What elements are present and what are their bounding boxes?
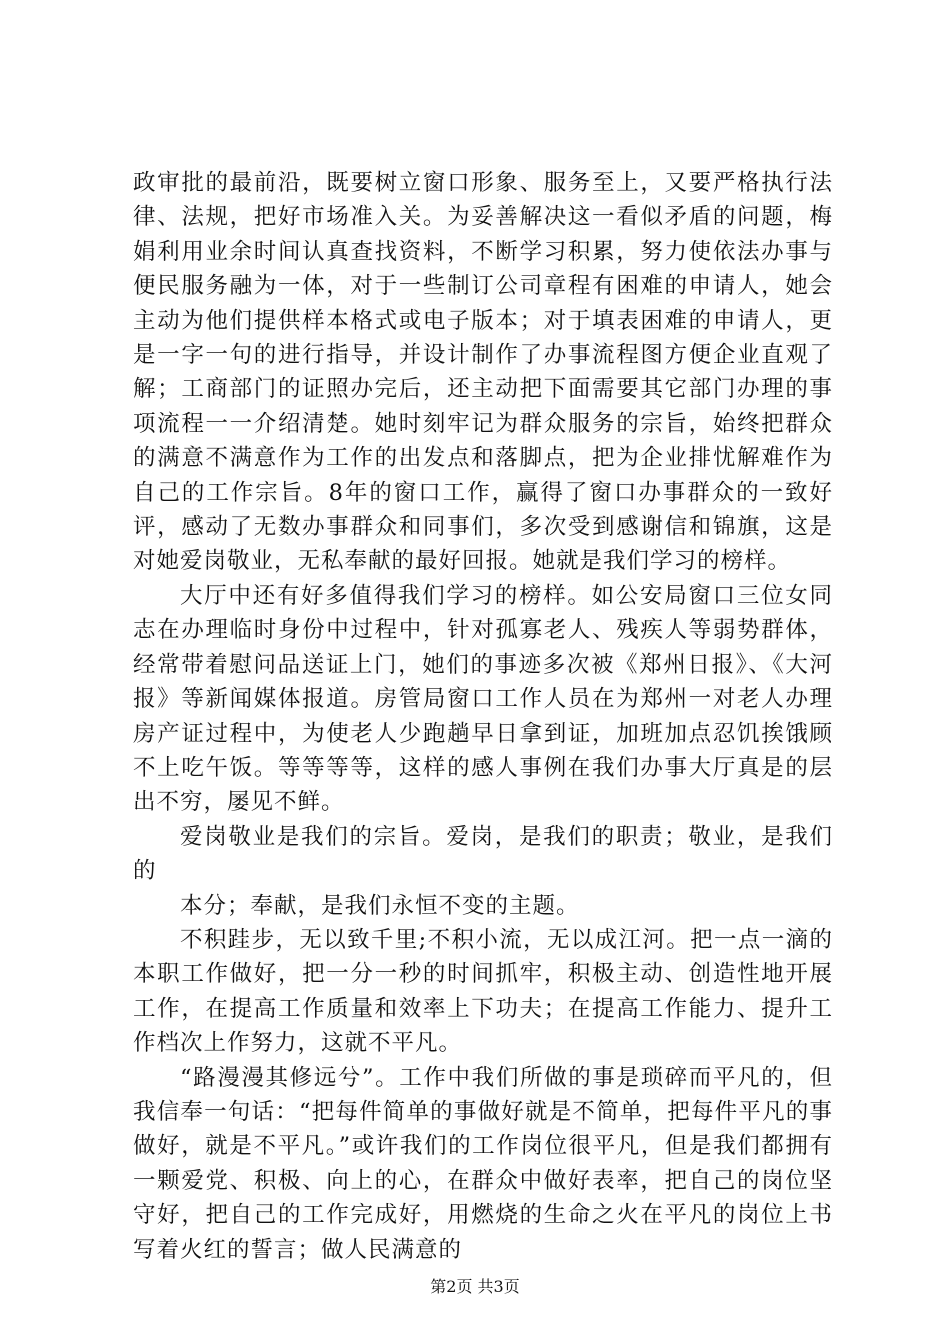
paragraph-long-road: “路漫漫其修远兮”。工作中我们所做的事是琐碎而平凡的，但我信奉一句话：“把每件简单的事做好就是不简单，把每件平凡的事做好，就是不平凡。”或许我们的工作岗位很平凡，但是我们都拥有一颗爱党、积极、向上的心，在群众中做好表率，把自己的岗位坚守好，把自己的工作完成好，用燃烧的生命之火在平凡的岗位上书写着火红的誓言；做人民满意的	[133, 1064, 833, 1263]
paragraph-continuation: 政审批的最前沿，既要树立窗口形象、服务至上，又要严格执行法律、法规，把好市场准入关。为妥善解决这一看似矛盾的问题，梅娟利用业余时间认真查找资料，不断学习积累，努力使依法办事与便民服务融为一体，对于一些制订公司章程有困难的申请人，她会主动为他们提供样本格式或电子版本；对于填表困难的申请人，更是一字一句的进行指导，并设计制作了办事流程图方便企业直观了解；工商部门的证照办完后，还主动把下面需要其它部门办理的事项流程一一介绍清楚。她时刻牢记为群众服务的宗旨，始终把群众的满意不满意作为工作的出发点和落脚点，把为企业排忧解难作为自己的工作宗旨。8年的窗口工作，赢得了窗口办事群众的一致好评，感动了无数办事群众和同事们，多次受到感谢信和锦旗，这是对她爱岗敬业，无私奉献的最好回报。她就是我们学习的榜样。	[133, 170, 833, 575]
paragraph-small-steps: 不积跬步，无以致千里;不积小流，无以成江河。把一点一滴的本职工作做好，把一分一秒的时间抓牢，积极主动、创造性地开展工作，在提高工作质量和效率上下功夫；在提高工作能力、提升工作档次上作努力，这就不平凡。	[133, 926, 833, 1057]
document-body	[133, 166, 833, 1267]
page-number-footer: 第2页 共3页	[430, 1277, 520, 1296]
paragraph-dedication: 爱岗敬业是我们的宗旨。爱岗，是我们的职责；敬业，是我们的	[133, 823, 833, 885]
paragraph-duty: 本分；奉献，是我们永恒不变的主题。	[180, 892, 580, 919]
paragraph-role-models: 大厅中还有好多值得我们学习的榜样。如公安局窗口三位女同志在办理临时身份中过程中，针对孤寡老人、残疾人等弱势群体，经常带着慰问品送证上门，她们的事迹多次被《郑州日报》、《大河报》等新闻媒体报道。房管局窗口工作人员在为郑州一对老人办理房产证过程中，为使老人少跑趟早日拿到证，加班加点忍饥挨饿顾不上吃午饭。等等等等，这样的感人事例在我们办事大厅真是的层出不穷，屡见不鲜。	[133, 582, 833, 816]
